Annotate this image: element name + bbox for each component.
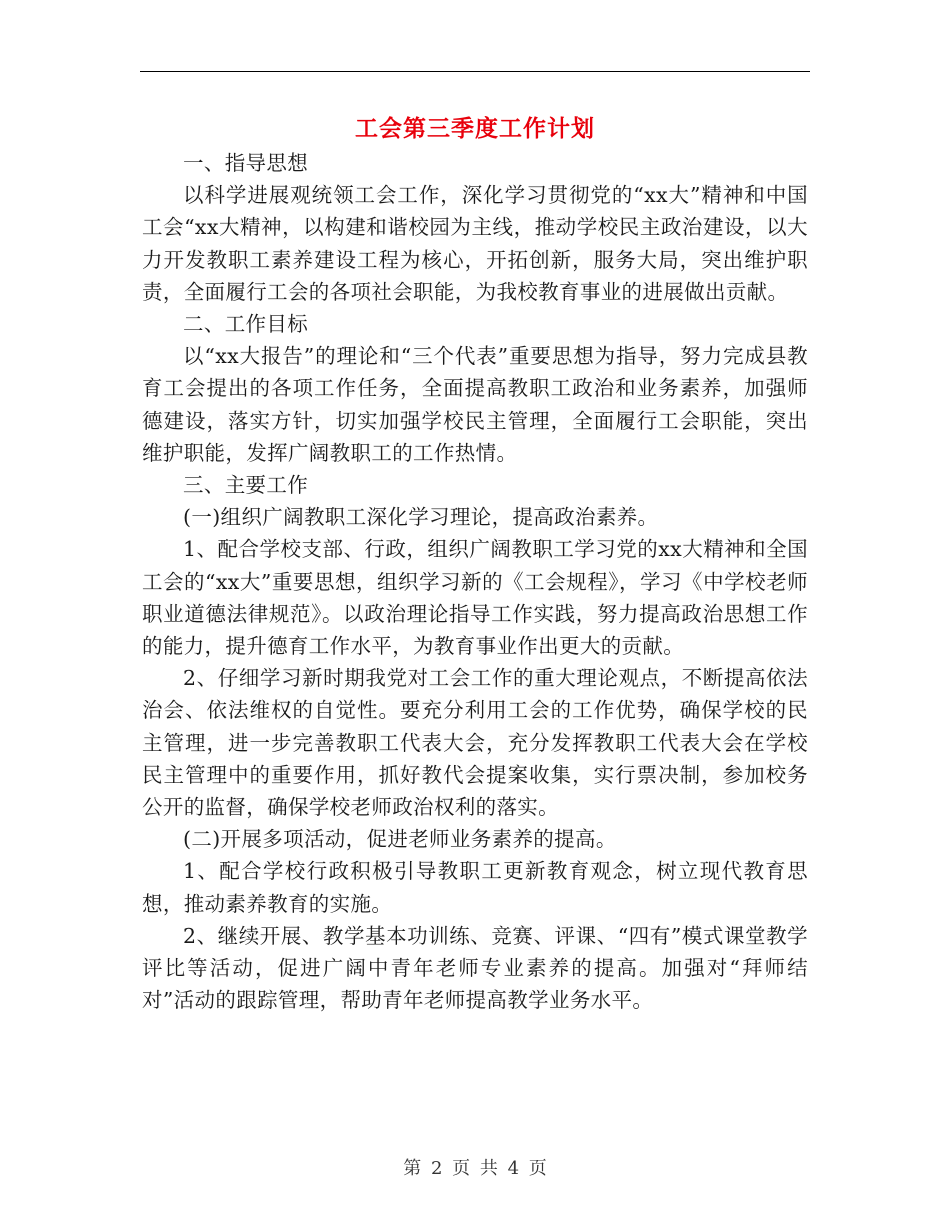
document-body [142, 147, 808, 1016]
subheading-activities: (二)开展多项活动，促进老师业务素养的提高。 [183, 827, 617, 852]
heading-work-goals: 二、工作目标 [183, 312, 309, 337]
paragraph-guiding-ideology: 以科学进展观统领工会工作，深化学习贯彻党的“xx大”精神和中国工会“xx大精神，以构建和谐校园为主线，推动学校民主政治建设，以大力开发教职工素养建设工程为核心，开拓创新，服务大局，突出维护职责，全面履行工会的各项社会职能，为我校教育事业的进展做出贡献。 [142, 183, 808, 304]
paragraph-study-item-1: 1、配合学校支部、行政，组织广阔教职工学习党的xx大精神和全国工会的“xx大”重要思想，组织学习新的《工会规程》，学习《中学校老师职业道德法律规范》。以政治理论指导工作实践，努力提高政治思想工作的能力，提升德育工作水平，为教育事业作出更大的贡献。 [142, 537, 808, 659]
document-title: 工会第三季度工作计划 [355, 116, 595, 142]
paragraph-study-item-2: 2、仔细学习新时期我党对工会工作的重大理论观点，不断提高依法治会、依法维权的自觉性。要充分利用工会的工作优势，确保学校的民主管理，进一步完善教职工代表大会，充分发挥教职工代表大会在学校民主管理中的重要作用，抓好教代会提案收集，实行票决制，参加校务公开的监督，确保学校老师政治权利的落实。 [142, 666, 808, 820]
subheading-study-theory: (一)组织广阔教职工深化学习理论，提高政治素养。 [183, 505, 659, 530]
paragraph-activities-item-2: 2、继续开展、教学基本功训练、竞赛、评课、“四有”模式课堂教学评比等活动，促进广阔中青年老师专业素养的提高。加强对“拜师结对”活动的跟踪管理，帮助青年老师提高教学业务水平。 [142, 923, 808, 1013]
paragraph-activities-item-1: 1、配合学校行政积极引导教职工更新教育观念，树立现代教育思想，推动素养教育的实施。 [142, 859, 808, 916]
page-number: 第 2 页 共 4 页 [403, 1158, 547, 1179]
heading-guiding-ideology: 一、指导思想 [183, 151, 309, 175]
paragraph-work-goals: 以“xx大报告”的理论和“三个代表”重要思想为指导，努力完成县教育工会提出的各项工作任务，全面提高教职工政治和业务素养，加强师德建设，落实方针，切实加强学校民主管理，全面履行工会职能，突出维护职能，发挥广阔教职工的工作热情。 [142, 344, 808, 465]
header-rule [140, 71, 810, 72]
heading-main-work: 三、主要工作 [183, 473, 309, 498]
